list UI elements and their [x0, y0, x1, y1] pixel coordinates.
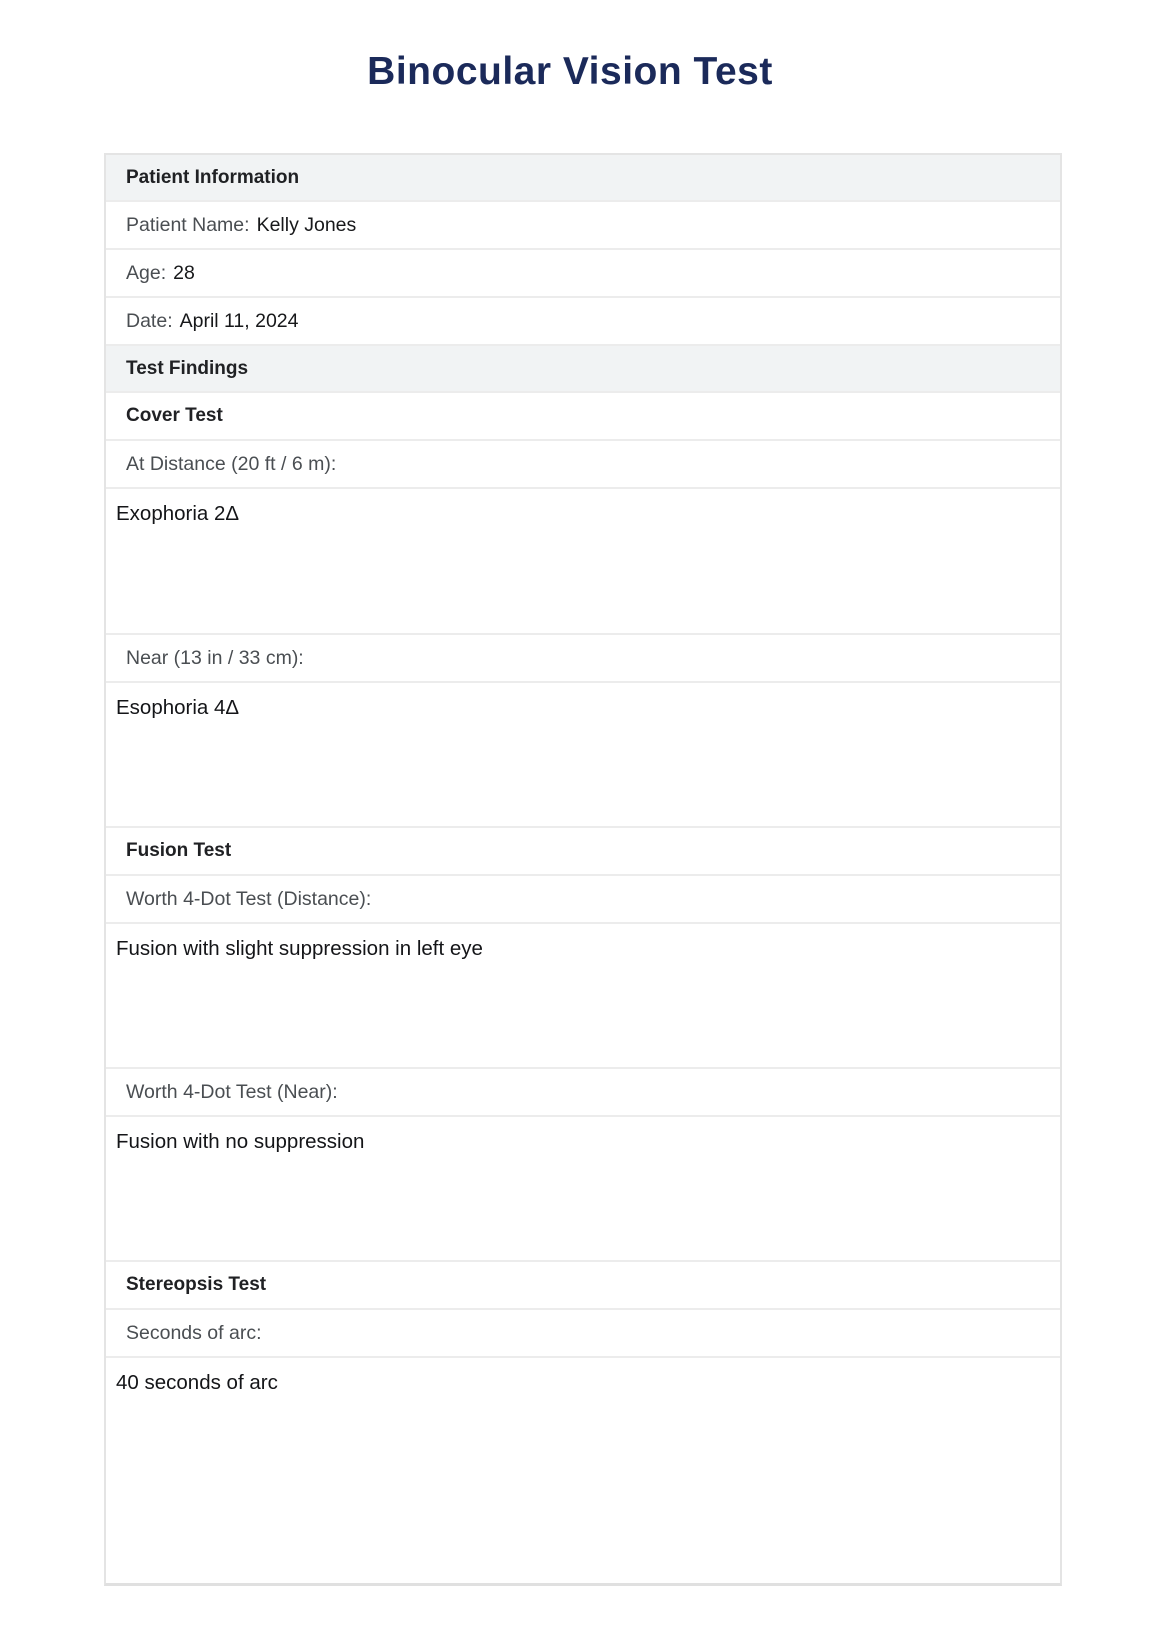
subsection-stereopsis-test — [106, 1262, 1060, 1310]
answer-text: Fusion with slight suppression in left eye — [116, 937, 483, 960]
binocular-vision-form-table — [104, 153, 1062, 1586]
answer-worth-4-dot-distance — [106, 924, 1060, 1069]
section-header-patient-information — [106, 155, 1060, 202]
question-label: At Distance (20 ft / 6 m): — [126, 452, 337, 475]
label-row-worth-4-dot-near — [106, 1069, 1060, 1117]
age-value: 28 — [173, 261, 195, 284]
page-title: Binocular Vision Test — [367, 50, 773, 93]
answer-cover-test-distance — [106, 489, 1060, 635]
question-label: Near (13 in / 33 cm): — [126, 646, 304, 669]
label-row-seconds-of-arc — [106, 1310, 1060, 1358]
patient-name-label: Patient Name: — [126, 213, 250, 236]
date-value: April 11, 2024 — [179, 309, 299, 332]
section-header-test-findings — [106, 346, 1060, 393]
subsection-label: Fusion Test — [126, 840, 232, 861]
question-label: Seconds of arc: — [126, 1321, 262, 1344]
date-label: Date: — [126, 309, 173, 332]
section-header-label: Test Findings — [126, 357, 249, 379]
answer-cover-test-near — [106, 683, 1060, 828]
answer-text: Esophoria 4Δ — [116, 696, 240, 719]
subsection-fusion-test — [106, 828, 1060, 876]
answer-seconds-of-arc — [106, 1358, 1060, 1583]
field-row-age — [106, 250, 1060, 298]
label-row-near — [106, 635, 1060, 683]
section-header-label: Patient Information — [126, 166, 300, 188]
field-row-patient-name — [106, 202, 1060, 250]
label-row-at-distance — [106, 441, 1060, 489]
answer-text: 40 seconds of arc — [116, 1371, 278, 1394]
answer-text: Exophoria 2Δ — [116, 502, 240, 525]
question-label: Worth 4-Dot Test (Distance): — [126, 887, 372, 910]
question-label: Worth 4-Dot Test (Near): — [126, 1080, 338, 1103]
subsection-cover-test — [106, 393, 1060, 441]
field-row-date — [106, 298, 1060, 346]
label-row-worth-4-dot-distance — [106, 876, 1060, 924]
answer-worth-4-dot-near — [106, 1117, 1060, 1262]
age-label: Age: — [126, 261, 167, 284]
answer-text: Fusion with no suppression — [116, 1130, 365, 1153]
subsection-label: Stereopsis Test — [126, 1274, 267, 1295]
patient-name-value: Kelly Jones — [256, 213, 357, 236]
subsection-label: Cover Test — [126, 405, 223, 426]
